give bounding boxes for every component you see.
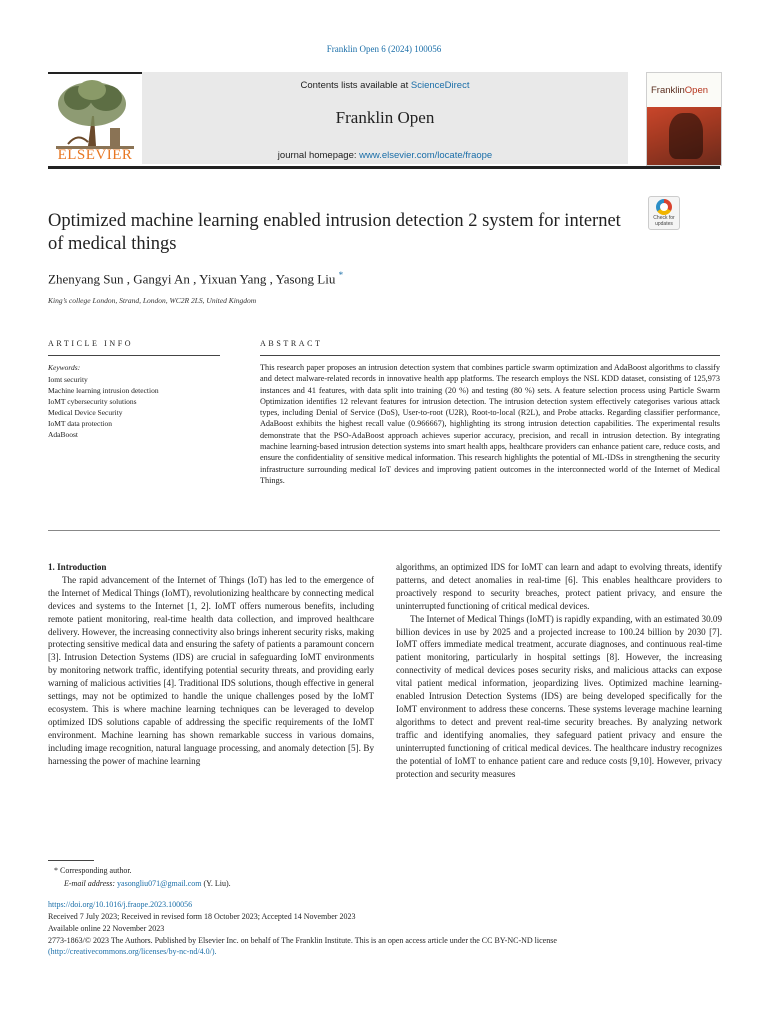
keywords-label: Keywords:: [48, 363, 81, 372]
sciencedirect-link[interactable]: ScienceDirect: [410, 80, 470, 91]
corresponding-footnote: * Corresponding author.: [54, 866, 132, 875]
check-for-updates-label: Check for updates: [653, 215, 675, 227]
cover-title: FranklinOpen: [651, 85, 709, 96]
corresponding-author-link[interactable]: *: [338, 270, 344, 280]
elsevier-tree-icon: [48, 76, 142, 152]
doi-line: [48, 899, 720, 910]
keyword-item: IoMT data protection: [48, 419, 113, 428]
author-list: Zhenyang Sun , Gangyi An , Yixuan Yang , Yasong Liu *: [48, 270, 344, 287]
keyword-item: Machine learning intrusion detection: [48, 386, 159, 395]
license-link[interactable]: (http://creativecommons.org/licenses/by-nc-nd/4.0/).: [48, 947, 217, 957]
keyword-item: AdaBoost: [48, 430, 78, 439]
contents-available: Contents lists available at ScienceDirect: [300, 80, 470, 91]
article-info-rule: [48, 355, 220, 356]
footnote-rule: [48, 860, 94, 861]
homepage-link[interactable]: www.elsevier.com/locate/fraope: [359, 150, 493, 161]
email-footnote: E-mail address: yasongliu071@gmail.com (Y. Liu).: [64, 879, 231, 888]
keyword-item: Medical Device Security: [48, 408, 123, 417]
journal-title[interactable]: Franklin Open: [335, 108, 435, 127]
body-paragraph: The rapid advancement of the Internet of Things (IoT) has led to the emergence of the Internet of Medical Things (IoMT), revolutionizing healthcare by connecting medical devices and systems to the Internet [1, 2]. IoMT offers numerous benefits, including remote patient monitoring, real-time health data collection, and improved healthcare delivery. However, the increasing connectivity also brings inherent security risks, making protecting sensitive medical data and ensuring the safety of patients a paramount concern [3]. Intrusion Detection Systems (IDS) are crucial in safeguarding IoMT environments by monitoring network traffic, identifying potential security threats, and providing early warning of malicious activities [4]. Traditional IDS solutions, though effective in general settings, may not be optimized to handle the unique challenges posed by the IoMT ecosystem. This is where machine learning techniques can be leveraged to develop optimized IDS solutions capable of addressing the specific requirements of the IoMT environment. Machine learning has shown remarkable success in various domains, including image recognition, natural language processing, and anomaly detection [5]. By harnessing the power of machine learning: [48, 574, 374, 766]
abstract-text: This research paper proposes an intrusion detection system that combines particle swarm optimization and AdaBoost algorithms to classify and detect malware-related records in innovative health app platforms. The research employs the NSL KDD dataset, consisting of 125,973 instances and 41 features, with data split into training (20 %) and testing (80 %) sets. A feature selection process using Particle Swarm Optimization identifies 12 relevant features for intrusion detection. The intrusion detection system effectively categorises various attack types, including Denial of Service (DoS), User-to-root (U2R), Root-to-local (R2L), and Probe attacks. Regarding classifier performance, AdaBoost exhibits the highest recall value (0.966667), highlighting its strong intrusion detection capabilities. The experimental results demonstrate that the PSO-AdaBoost approach achieves superior accuracy, precision, and recall in intrusion detection. By integrating machine learning-based intrusion detection systems into smart health apps, healthcare providers can enhance patient care, reduce costs, and ensure the confidentiality of sensitive medical information. This research highlights the potential of ML-IDSs in strengthening the security infrastructure surrounding medical IoT devices and improving patient outcomes in the interconnected world of the Internet of Medical Things.: [260, 363, 720, 485]
copyright-line: 2773-1863/© 2023 The Authors. Published by Elsevier Inc. on behalf of The Franklin Institute. This is an open access article under the CC BY-NC-ND license (http://creativecommons.org/licenses/by-nc-nd/4.0/).: [48, 936, 557, 957]
check-for-updates-button[interactable]: [648, 196, 680, 230]
journal-cover[interactable]: [646, 72, 720, 164]
elsevier-logo[interactable]: [48, 72, 142, 164]
body-left-column: [48, 561, 374, 768]
paper-title: Optimized machine learning enabled intrusion detection 2 system for internet of medical things: [48, 211, 621, 254]
keyword-item: IoMT cybersecurity solutions: [48, 397, 137, 406]
keyword-item: Iomt security: [48, 375, 88, 384]
affiliation: King’s college London, Strand, London, WC2R 2LS, United Kingdom: [48, 296, 257, 305]
doi-link[interactable]: https://doi.org/10.1016/j.fraope.2023.100056: [48, 900, 193, 909]
elsevier-wordmark: ELSEVIER: [57, 147, 133, 163]
body-right-column: [396, 561, 722, 780]
keyword-list: [48, 374, 159, 440]
check-for-updates-icon: [656, 199, 672, 215]
abstract-heading: ABSTRACT: [260, 339, 323, 348]
article-info-heading: ARTICLE INFO: [48, 339, 134, 348]
cover-image: [647, 107, 721, 165]
section-heading: 1. Introduction: [48, 562, 107, 572]
email-link[interactable]: yasongliu071@gmail.com: [117, 879, 202, 888]
abstract-rule: [260, 355, 720, 356]
cover-mini-header: [651, 75, 717, 81]
journal-header-band: [142, 72, 628, 164]
body-paragraph: algorithms, an optimized IDS for IoMT can learn and adapt to evolving threats, identify patterns, and detect anomalies in real-time [6]. This enables healthcare providers to proactively respond to security breaches, protect patient privacy, and ensure the uninterrupted functioning of critical medical devices.: [396, 562, 722, 611]
available-online: Available online 22 November 2023: [48, 924, 165, 933]
journal-reference[interactable]: Franklin Open 6 (2024) 100056: [326, 44, 442, 54]
body-paragraph: The Internet of Medical Things (IoMT) is rapidly expanding, with an estimated 30.09 billion devices in use by 2025 and a projected increase to 100.24 billion by 2030 [7]. IoMT offers immediate medical treatment, accurate diagnoses, and continuous real-time patient monitoring, particularly in hospital settings [8]. However, the increasing connectivity of medical devices poses security risks, and malicious attacks can expose vital patient medical information, jeopardizing lives. Optimized machine learning-enabled Intrusion Detection Systems (IDS) are being developed specifically for the IoMT environment to address these concerns. These systems leverage machine learning algorithms to detect and prevent real-time security breaches. By analyzing network traffic and identifying anomalies, they safeguard patient privacy and ensure the uninterrupted functioning of critical medical devices. The healthcare industry recognizes the potential of IoMT to enhance patient care and reduce costs [9,10]. However, privacy protection and security measures: [396, 613, 722, 779]
journal-cover-icon: [646, 72, 722, 166]
abstract-bottom-rule: [48, 530, 720, 531]
header-bottom-rule: [48, 166, 720, 169]
journal-homepage: journal homepage: www.elsevier.com/locate/fraope: [277, 150, 493, 161]
received-dates: Received 7 July 2023; Received in revised form 18 October 2023; Accepted 14 November 2023: [48, 912, 356, 921]
